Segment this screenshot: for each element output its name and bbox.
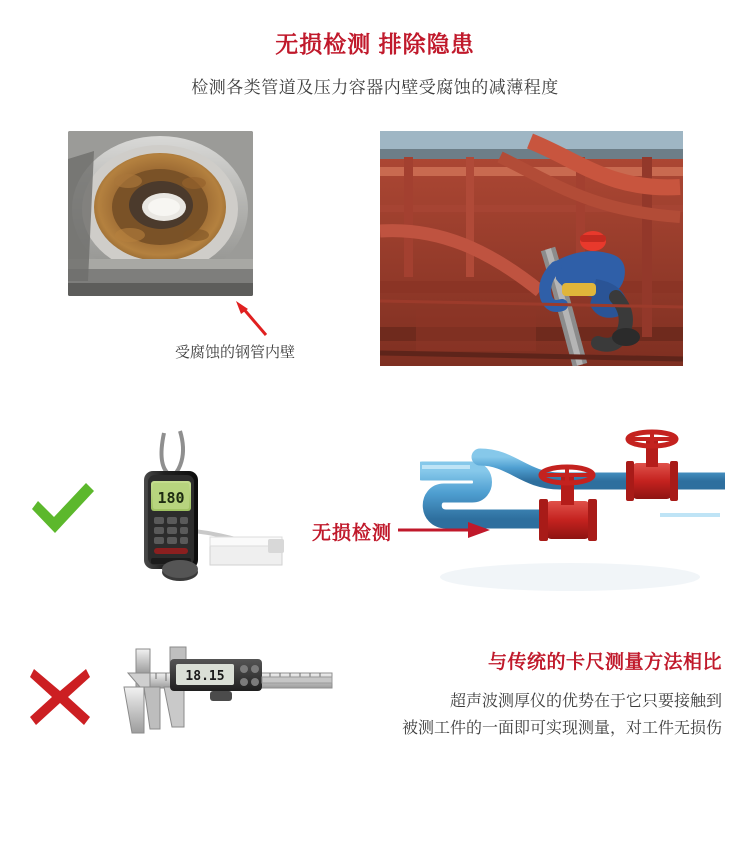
photo-row — [0, 131, 750, 381]
pipe-photo-caption: 受腐蚀的钢管内壁 — [175, 344, 296, 361]
bottom-description-line2: 被测工件的一面即可实现测量，对工件无损伤 — [401, 720, 722, 737]
bottom-description — [352, 688, 722, 742]
page-title: 无损检测 排除隐患 — [275, 31, 475, 57]
page-header — [0, 0, 750, 98]
digital-caliper-photo — [110, 637, 335, 752]
bottom-text-block — [352, 647, 722, 742]
arrow-right-icon — [398, 520, 490, 540]
caliper-comparison-row — [0, 637, 750, 817]
cross-icon — [28, 667, 92, 727]
page-subtitle: 检测各类管道及压力容器内壁受腐蚀的减薄程度 — [191, 78, 559, 97]
ship-inspection-photo — [380, 131, 683, 366]
arrow-up-icon — [232, 299, 272, 339]
bottom-description-line1: 超声波测厚仪的优势在于它只要接触到 — [449, 693, 722, 710]
bottom-title: 与传统的卡尺测量方法相比 — [487, 652, 722, 673]
ndt-label: 无损检测 — [312, 523, 393, 544]
svg-text:180: 180 — [157, 489, 185, 507]
thickness-gauge-photo — [118, 427, 293, 597]
pipes-valves-photo — [420, 427, 725, 607]
check-icon — [28, 479, 98, 539]
svg-text:18.15: 18.15 — [185, 669, 225, 684]
corroded-pipe-photo — [68, 131, 253, 296]
